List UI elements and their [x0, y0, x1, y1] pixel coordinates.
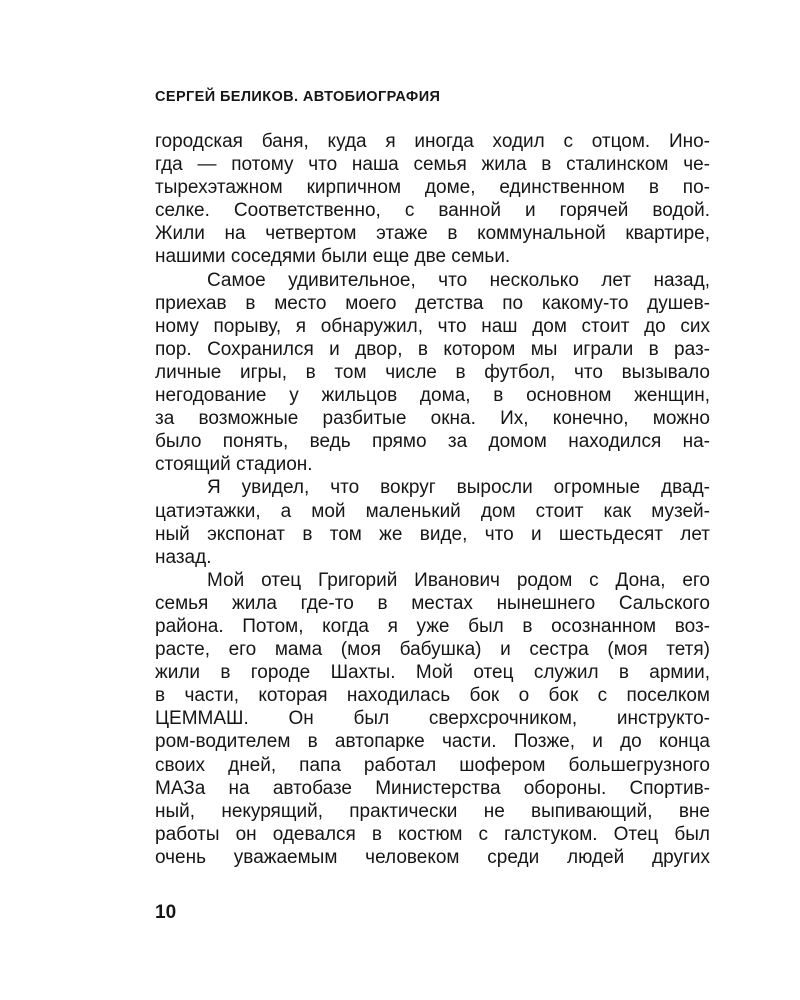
text-line: жили в городе Шахты. Мой отец служил в армии,: [155, 662, 710, 684]
text-line: ный, некурящий, практически не выпивающий, вне: [155, 800, 710, 822]
text-line: района. Потом, когда я уже был в осознанном воз-: [155, 615, 710, 637]
text-line: ный экспонат в том же виде, что и шестьдесят лет: [155, 523, 710, 545]
text-line: нашими соседями были еще две семьи.: [155, 246, 511, 268]
text-line: МАЗа на автобазе Министерства обороны. Спортив-: [155, 777, 710, 799]
text-line: тырехэтажном кирпичном доме, единственном в по-: [155, 177, 710, 199]
text-line: своих дней, папа работал шофером большегрузного: [155, 754, 710, 776]
text-line: за возможные разбитые окна. Их, конечно, можно: [155, 408, 710, 430]
text-line: было понять, ведь прямо за домом находился на-: [155, 431, 710, 453]
text-line: ному порыву, я обнаружил, что наш дом стоит до сих: [155, 315, 710, 337]
text-line: стоящий стадион.: [155, 454, 313, 476]
text-line: негодование у жильцов дома, в основном женщин,: [155, 385, 710, 407]
text-line: Я увидел, что вокруг выросли огромные двад-: [207, 477, 710, 499]
text-line: ром-водителем в автопарке части. Позже, и до конца: [155, 731, 710, 753]
text-line: Мой отец Григорий Иванович родом с Дона, его: [207, 569, 710, 591]
text-line: цатиэтажки, а мой маленький дом стоит как музей-: [155, 500, 710, 522]
text-line: ЦЕММАШ. Он был сверхсрочником, инструкто-: [155, 708, 710, 730]
text-line: Самое удивительное, что несколько лет назад,: [207, 269, 710, 291]
text-line: селке. Соответственно, с ванной и горячей водой.: [155, 200, 710, 222]
text-line: в части, которая находилась бок о бок с поселком: [155, 685, 710, 707]
text-line: работы он одевался в костюм с галстуком. Отец был: [155, 823, 710, 845]
body-text: [155, 130, 710, 869]
page-number: 10: [155, 902, 177, 923]
text-line: назад.: [155, 546, 212, 568]
text-line: приехав в место моего детства по какому-то душев-: [155, 292, 710, 314]
running-head: СЕРГЕЙ БЕЛИКОВ. АВТОБИОГРАФИЯ: [155, 89, 441, 105]
text-line: семья жила где-то в местах нынешнего Сальского: [155, 592, 710, 614]
text-line: пор. Сохранился и двор, в котором мы играли в раз-: [155, 338, 710, 360]
text-line: личные игры, в том числе в футбол, что вызывало: [155, 361, 710, 383]
text-line: городская баня, куда я иногда ходил с отцом. Ино-: [155, 131, 710, 152]
text-line: Жили на четвертом этаже в коммунальной квартире,: [155, 223, 710, 245]
text-line: очень уважаемым человеком среди людей других: [155, 846, 710, 868]
text-line: гда — потому что наша семья жила в сталинском че-: [155, 154, 710, 176]
text-line: расте, его мама (моя бабушка) и сестра (моя тетя): [155, 639, 710, 661]
